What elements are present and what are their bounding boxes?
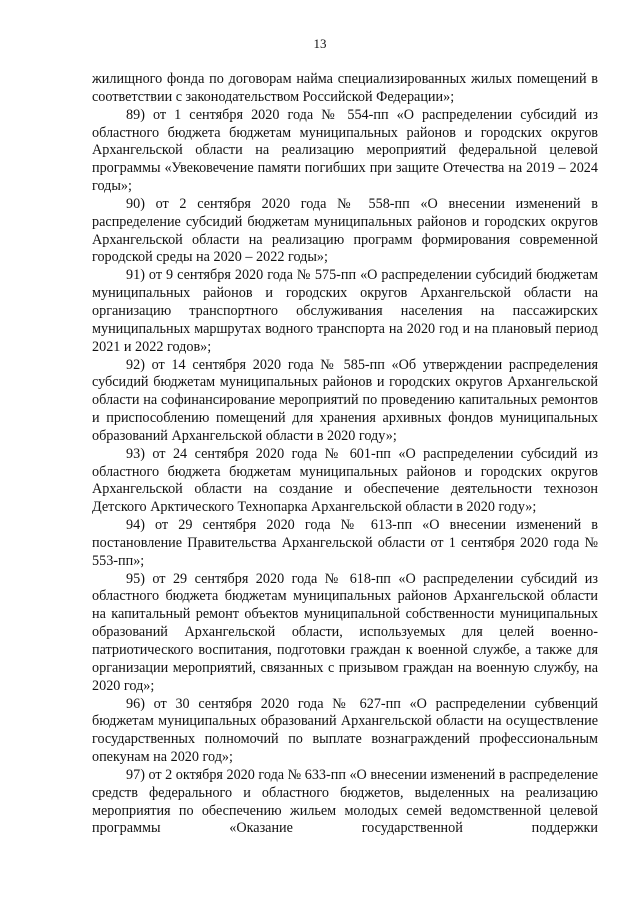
paragraph-item-95: 95) от 29 сентября 2020 года № 618-пп «О распределении субсидий из областного бюджета бюджетам муниципальных районов Архангельской области на капитальный ремонт объектов муниципальной собственности муниципальных образований Архангельской области, используемых для целей военно-патриотического воспитания, подготовки граждан к военной службе, а также для организации мероприятий, связанных с призывом граждан на военную службу, на 2020 год»; [92, 570, 598, 694]
paragraph-item-92: 92) от 14 сентября 2020 года № 585-пп «Об утверждении распределения субсидий бюджетам муниципальных районов и городских округов Архангельской области на софинансирование мероприятий по проведению капитальных ремонтов и приспособлению помещений для хранения архивных фондов муниципальных образований Архангельской области в 2020 году»; [92, 356, 598, 444]
paragraph-item-91: 91) от 9 сентября 2020 года № 575-пп «О распределении субсидий бюджетам муниципальных районов и городских округов Архангельской области на организацию транспортного обслуживания населения на пассажирских муниципальных маршрутах водного транспорта на 2020 год и на плановый период 2021 и 2022 годов»; [92, 267, 598, 355]
page-number: 13 [313, 36, 327, 51]
paragraph-continuation: жилищного фонда по договорам найма специализированных жилых помещений в соответствии с законодательством Российской Федерации»; [92, 71, 598, 105]
paragraph-item-94: 94) от 29 сентября 2020 года № 613-пп «О внесении изменений в постановление Правительства Архангельской области от 1 сентября 2020 года № 553-пп»; [92, 517, 598, 569]
paragraph-item-96: 96) от 30 сентября 2020 года № 627-пп «О распределении субвенций бюджетам муниципальных образований Архангельской области на осуществление государственных полномочий по выплате вознаграждений профессиональным опекунам на 2020 год»; [92, 695, 598, 766]
document-body [92, 71, 598, 838]
paragraph-item-90: 90) от 2 сентября 2020 года № 558-пп «О внесении изменений в распределение субсидий бюджетам муниципальных районов и городских округов Архангельской области на реализацию программ формирования современной городской среды на 2020 – 2022 годы»; [92, 195, 598, 266]
paragraph-item-97: 97) от 2 октября 2020 года № 633-пп «О внесении изменений в распределение средств федерального и областного бюджетов, выделенных на реализацию мероприятия по обеспечению жильем молодых семей ведомственной целевой программы «Оказание государственной поддержки [92, 766, 598, 837]
paragraph-item-93: 93) от 24 сентября 2020 года № 601-пп «О распределении субсидий из областного бюджета бюджетам муниципальных районов и городских округов Архангельской области на создание и обеспечение деятельности технозон Детского Арктического Технопарка Архангельской области в 2020 году»; [92, 445, 598, 516]
paragraph-item-89: 89) от 1 сентября 2020 года № 554-пп «О распределении субсидий из областного бюджета бюджетам муниципальных районов и городских округов Архангельской области на реализацию мероприятий федеральной целевой программы «Увековечение памяти погибших при защите Отечества на 2019 – 2024 годы»; [92, 106, 598, 195]
